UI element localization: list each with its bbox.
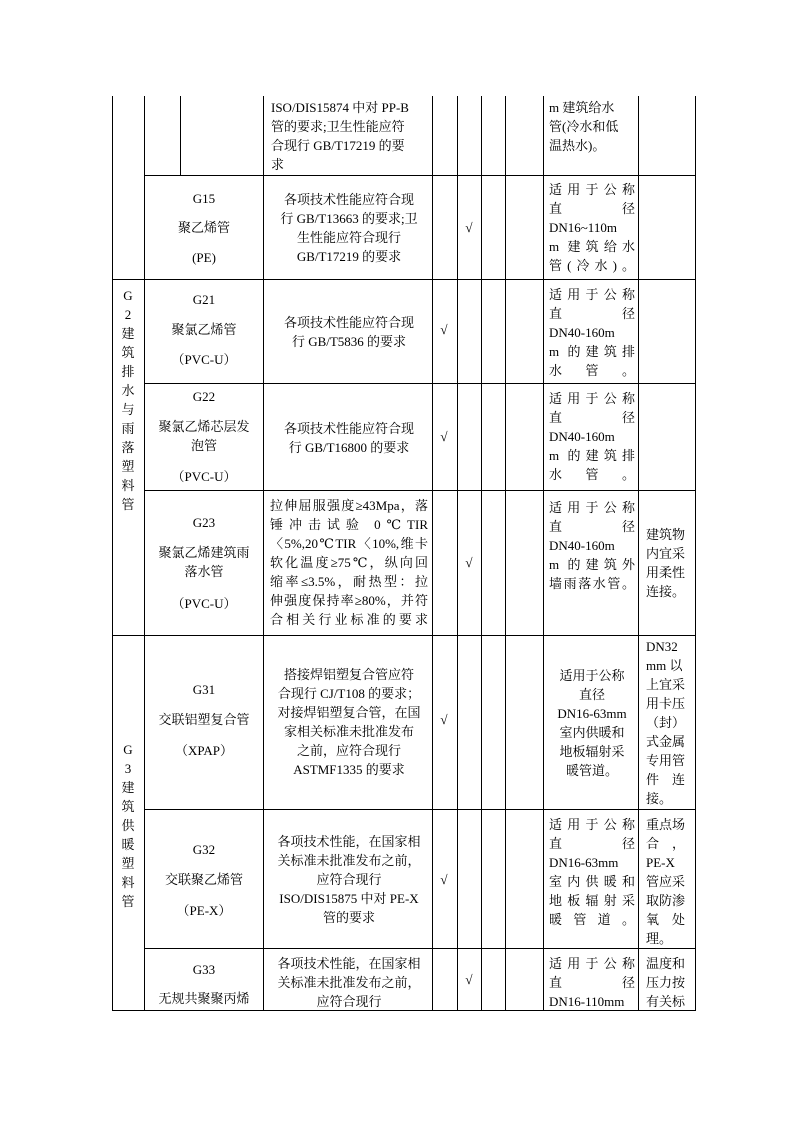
- row2-code: G21: [192, 292, 216, 307]
- row5-abbr: （XPAP）: [174, 743, 234, 758]
- row6-abbr: （PE-X）: [176, 903, 232, 918]
- row6-code: G32: [192, 842, 216, 857]
- row5-check: √: [440, 712, 448, 727]
- row5-name: 交联铝塑复合管: [158, 712, 250, 727]
- row0-requirement: ISO/DIS15874 中对 PP-B 管的要求;卫生性能应符 合现行 GB/T17219 的要 求: [271, 100, 409, 172]
- row6-name: 交联聚乙烯管: [164, 872, 243, 887]
- row5-scope: 适用于公称 直径 DN16-63mm 室内供暖和 地板辐射采 暖管道。: [557, 668, 627, 778]
- row4-code: G23: [192, 515, 216, 530]
- row1-requirement: 各项技术性能应符合现 行 GB/T13663 的要求;卫 生性能应符合现行 GB/T17219 的要求: [280, 192, 418, 264]
- group-g3-label: G 3 建 筑 供 暖 塑 料 管: [121, 742, 135, 909]
- row3-code: G22: [192, 389, 216, 404]
- row4-scope: 适用于公称 直 径 DN40-160m m 的建筑外 墙雨落水管。: [549, 500, 635, 591]
- row4-name: 聚氯乙烯建筑雨 落水管: [158, 545, 250, 579]
- row2-scope: 适用于公称 直 径 DN40-160m m 的建筑排 水管。: [549, 287, 635, 378]
- row6-requirement: 各项技术性能，在国家相 关标准未批准发布之前， 应符合现行 ISO/DIS15875 中对 PE-X 管的要求: [277, 834, 421, 925]
- row5-requirement: 搭接焊铝塑复合管应符 合现行 CJ/T108 的要求； 对接焊铝塑复合管，在国 家相关标准未批准发布 之前，应符合现行 ASTMF1335 的要求: [277, 667, 421, 777]
- row5-code: G31: [192, 682, 216, 697]
- row4-check: √: [465, 555, 473, 570]
- row7-code: G33: [192, 962, 216, 977]
- group-g2-label: G 2 建 筑 排 水 与 雨 落 塑 料 管: [121, 288, 135, 512]
- row7-requirement: 各项技术性能，在国家相 关标准未批准发布之前， 应符合现行: [277, 956, 421, 1009]
- row1-code: G15: [192, 191, 216, 206]
- row1-check: √: [465, 220, 473, 235]
- row4-requirement: 拉伸屈服强度≥43Mpa，落 锤冲击试验 0℃TIR 〈5%,20℃TIR〈10%,维卡 软化温度≥75℃，纵向回 缩率≤3.5%，耐热型：拉 伸强度保持率≥80%，并符 合相关行业标准的要求: [270, 498, 428, 627]
- row3-abbr: （PVC-U）: [171, 469, 237, 484]
- row7-note: 温度和 压力按 有关标: [646, 956, 686, 1009]
- row3-check: √: [440, 429, 448, 444]
- row6-scope: 适用于公称 直 径 DN16-63mm 室内供暖和 地板辐射采 暖管道。: [549, 817, 635, 927]
- row5-note: DN32 mm 以 上宜采 用卡压 （封） 式金属 专用管 件 连 接。: [646, 639, 686, 806]
- row0-scope: m 建筑给水 管(冷水和低 温热水)。: [549, 100, 619, 153]
- row4-note: 建筑物 内宜采 用柔性 连接。: [646, 527, 686, 599]
- row6-check: √: [440, 872, 448, 887]
- row2-requirement: 各项技术性能应符合现 行 GB/T5836 的要求: [283, 315, 414, 349]
- row1-name: 聚乙烯管: [177, 220, 230, 235]
- row3-requirement: 各项技术性能应符合现 行 GB/T16800 的要求: [283, 421, 414, 455]
- row1-scope: 适用于公称 直 径 DN16~110m m 建筑给水 管(冷水)。: [549, 182, 635, 273]
- row3-name: 聚氯乙烯芯层发 泡管: [158, 419, 250, 453]
- row2-check: √: [440, 322, 448, 337]
- row7-check: √: [465, 972, 473, 987]
- row6-note: 重点场 合 ， PE-X 管应采 取防渗 氧 处 理。: [646, 817, 686, 946]
- row1-abbr: (PE): [192, 250, 216, 265]
- row2-abbr: （PVC-U）: [171, 352, 237, 367]
- row4-abbr: （PVC-U）: [171, 596, 237, 611]
- row7-scope: 适用于公称 直 径 DN16-110mm: [549, 956, 635, 1009]
- row2-name: 聚氯乙烯管: [171, 322, 237, 337]
- row7-name: 无规共聚聚丙烯: [158, 991, 250, 1006]
- row3-scope: 适用于公称 直 径 DN40-160m m 的建筑排 水管。: [549, 391, 635, 482]
